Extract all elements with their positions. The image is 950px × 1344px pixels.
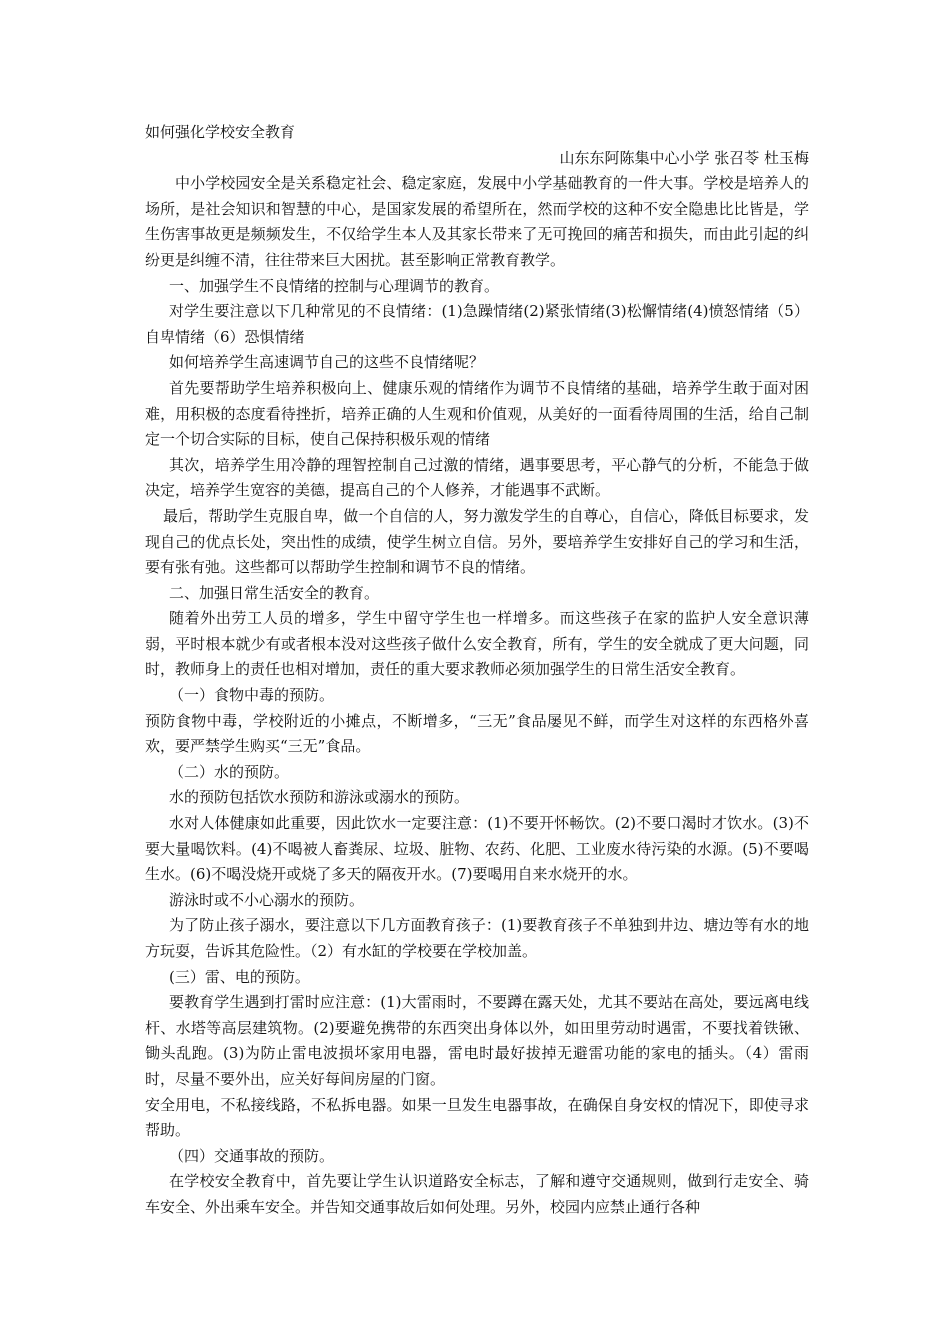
document-title: 如何强化学校安全教育 (145, 123, 296, 141)
paragraph: 中小学校园安全是关系稳定社会、稳定家庭，发展中小学基础教育的一件大事。学校是培养人的场所，是社会知识和智慧的中心，是国家发展的希望所在，然而学校的这种不安全隐患比比皆是，学生伤害事故更是频频发生，不仅给学生本人及其家长带来了无可挽回的痛苦和损失，而由此引起的纠纷更是纠缠不清，往往带来巨大困扰。甚至影响正常教育教学。 (145, 174, 809, 269)
paragraph: 最后，帮助学生克服自卑，做一个自信的人，努力激发学生的自尊心，自信心，降低目标要求，发现自己的优点长处，突出性的成绩，使学生树立自信。另外，要培养学生安排好自己的学习和生活，要有张有弛。这些都可以帮助学生控制和调节不良的情绪。 (145, 506, 809, 577)
paragraph: 安全用电，不私接线路，不私拆电器。如果一旦发生电器事故，在确保自身安权的情况下，即使寻求帮助。 (145, 1095, 809, 1140)
paragraph: 水的预防包括饮水预防和游泳或溺水的预防。 (169, 788, 470, 807)
paragraph: 在学校安全教育中，首先要让学生认识道路安全标志，了解和遵守交通规则，做到行走安全、骑车安全、外出乘车安全。并告知交通事故后如何处理。另外，校园内应禁止通行各种 (145, 1172, 809, 1216)
paragraph: 预防食物中毒，学校附近的小摊点，不断增多，“三无”食品屡见不鲜，而学生对这样的东西格外喜欢，要严禁学生购买“三无”食品。 (145, 711, 809, 756)
paragraph: 首先要帮助学生培养积极向上、健康乐观的情绪作为调节不良情绪的基础，培养学生敢于面对困难，用积极的态度看待挫折，培养正确的人生观和价值观，从美好的一面看待周围的生活，给自己制定一个切合实际的目标，使自己保持积极乐观的情绪 (145, 378, 809, 449)
subsection-heading: (三）雷、电的预防。 (169, 967, 310, 986)
paragraph: 为了防止孩子溺水，要注意以下几方面教育孩子：(1)要教育孩子不单独到井边、塘边等有水的地方玩耍，告诉其危险性。（2）有水缸的学校要在学校加盖。 (145, 916, 809, 960)
document-body (145, 120, 809, 1221)
subsection-heading: （二）水的预防。 (169, 762, 290, 781)
document-author: 山东东阿陈集中心小学 张召苓 杜玉梅 (559, 148, 809, 167)
paragraph: 随着外出劳工人员的增多，学生中留守学生也一样增多。而这些孩子在家的监护人安全意识薄弱，平时根本就少有或者根本没对这些孩子做什么安全教育，所有，学生的安全就成了更大问题，同时，教师身上的责任也相对增加，责任的重大要求教师必须加强学生的日常生活安全教育。 (145, 609, 809, 679)
paragraph: 其次，培养学生用冷静的理智控制自己过激的情绪，遇事要思考，平心静气的分析，不能急于做决定，培养学生宽容的美德，提高自己的个人修养，才能遇事不武断。 (145, 455, 809, 500)
paragraph: 如何培养学生高速调节自己的这些不良情绪呢？ (169, 353, 485, 372)
paragraph: 水对人体健康如此重要，因此饮水一定要注意：(1)不要开怀畅饮。(2)不要口渴时才饮水。(3)不要大量喝饮料。(4)不喝被人畜粪尿、垃圾、脏物、农药、化肥、工业废水待污染的水源。(5)不要喝生水。(6)不喝没烧开或烧了多天的隔夜开水。(7)要喝用自来水烧开的水。 (145, 814, 809, 884)
paragraph: 对学生要注意以下几种常见的不良情绪：(1)急躁情绪(2)紧张情绪(3)松懈情绪(4)愤怒情绪（5）自卑情绪（6）恐惧情绪 (145, 302, 809, 346)
subsection-heading: （四）交通事故的预防。 (169, 1146, 335, 1165)
section-heading: 二、加强日常生活安全的教育。 (169, 583, 380, 602)
subsection-heading: （一）食物中毒的预防。 (169, 686, 335, 705)
paragraph: 要教育学生遇到打雷时应注意：(1)大雷雨时，不要蹲在露天处，尤其不要站在高处，要远离电线杆、水塔等高层建筑物。(2)要避免携带的东西突出身体以外，如田里劳动时遇雷，不要找着铁锹、锄头乱跑。(3)为防止雷电波损坏家用电器，雷电时最好拔掉无避雷功能的家电的插头。（4）雷雨时，尽量不要外出，应关好每间房屋的门窗。 (145, 993, 809, 1088)
section-heading: 一、加强学生不良情绪的控制与心理调节的教育。 (169, 276, 500, 295)
paragraph: 游泳时或不小心溺水的预防。 (169, 890, 365, 909)
